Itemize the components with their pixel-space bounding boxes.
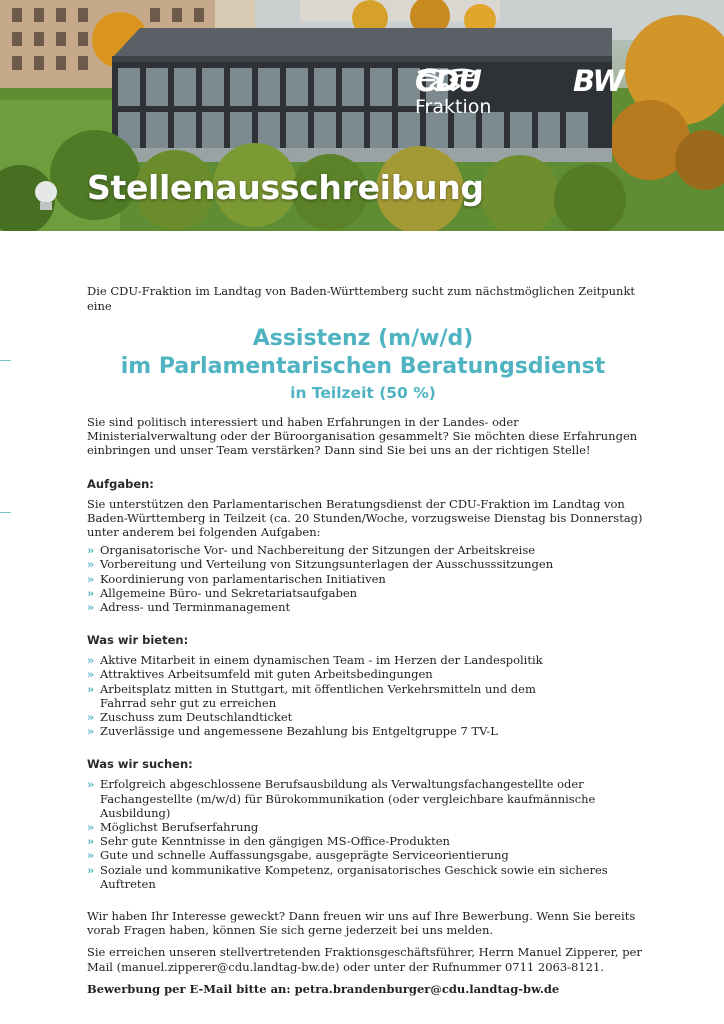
list-item: » Sehr gute Kenntnisse in den gängigen MS-Office-Produkten (87, 834, 647, 848)
job-posting-body (87, 284, 647, 997)
section-title-aufgaben: Aufgaben: (87, 476, 154, 491)
application-email: Bewerbung per E-Mail bitte an: petra.brandenburger@cdu.landtag-bw.de (87, 981, 560, 996)
list-item: » Möglichst Berufserfahrung (87, 820, 647, 834)
list-item: » Koordinierung von parlamentarischen Initiativen (87, 572, 647, 586)
list-item: » Erfolgreich abgeschlossene Berufsausbildung als Verwaltungsfachangestellte oder Fachangestellte (m/w/d) für Bürokommunikation (oder vergleichbare kaufmännische Ausbildung) (87, 777, 647, 820)
job-employment-type: in Teilzeit (50 %) (290, 384, 436, 402)
list-item: » Zuverlässige und angemessene Bezahlung bis Entgeltgruppe 7 TV-L (87, 724, 567, 738)
lead-paragraph: Sie sind politisch interessiert und haben Erfahrungen in der Landes- oder Ministerialverwaltung oder der Büroorganisation gesammelt? Sie möchten diese Erfahrungen einbringen und unser Team verstärken? Dann sind Sie bei uns an der richtigen Stelle! (87, 415, 638, 458)
list-item: » Zuschuss zum Deutschlandticket (87, 710, 567, 724)
lion-emblem-icon (415, 64, 481, 98)
job-department: im Parlamentarischen Beratungsdienst (120, 354, 606, 379)
suchen-list (87, 777, 647, 891)
list-item: » Adress- und Terminmanagement (87, 600, 647, 614)
list-item: » Soziale und kommunikative Kompetenz, organisatorisches Geschick sowie ein sicheres Auftreten (87, 863, 647, 891)
logo-brand-right: BW (573, 64, 624, 98)
margin-tick-mark (0, 512, 11, 513)
closing-contact: Sie erreichen unseren stellvertretenden Fraktionsgeschäftsführer, Herrn Manuel Zipperer, per Mail (manuel.zipperer@cdu.landtag-bw.de) oder unter der Rufnummer 0711 2063-8121. (87, 945, 642, 974)
section-title-bieten: Was wir bieten: (87, 633, 189, 648)
aufgaben-list (87, 543, 647, 614)
list-item: » Gute und schnelle Auffassungsgabe, ausgeprägte Serviceorientierung (87, 848, 647, 862)
logo-brand-left: CDU (415, 64, 481, 98)
closing-interest: Wir haben Ihr Interesse geweckt? Dann freuen wir uns auf Ihre Bewerbung. Wenn Sie bereits vorab Fragen haben, können Sie sich gerne jederzeit bei uns melden. (87, 909, 636, 938)
bieten-list (87, 653, 567, 738)
list-item: » Vorbereitung und Verteilung von Sitzungsunterlagen der Ausschusssitzungen (87, 557, 647, 571)
list-item: » Allgemeine Büro- und Sekretariatsaufgaben (87, 586, 647, 600)
job-title: Assistenz (m/w/d) (252, 326, 474, 351)
logo-subtitle: Fraktion (415, 96, 492, 118)
list-item: » Aktive Mitarbeit in einem dynamischen Team - im Herzen der Landespolitik (87, 653, 567, 667)
list-item: » Organisatorische Vor- und Nachbereitung der Sitzungen der Arbeitskreise (87, 543, 647, 557)
header-photo (0, 0, 724, 231)
aufgaben-text: Sie unterstützen den Parlamentarischen Beratungsdienst der CDU-Fraktion im Landtag von Baden-Württemberg in Teilzeit (ca. 20 Stunden/Woche, vorzugsweise Dienstag bis Donnerstag) unter anderem bei folgenden Aufgaben: (87, 496, 643, 540)
list-item: » Arbeitsplatz mitten in Stuttgart, mit öffentlichen Verkehrsmitteln und dem Fahrrad sehr gut zu erreichen (87, 682, 567, 710)
cdu-bw-fraktion-logo (415, 66, 625, 120)
section-title-suchen: Was wir suchen: (87, 757, 193, 772)
intro-text: Die CDU-Fraktion im Landtag von Baden-Württemberg sucht zum nächstmöglichen Zeitpunkt eine (87, 284, 636, 313)
margin-tick-mark (0, 360, 11, 361)
page-title: Stellenausschreibung (87, 168, 484, 207)
list-item: » Attraktives Arbeitsumfeld mit guten Arbeitsbedingungen (87, 667, 567, 681)
